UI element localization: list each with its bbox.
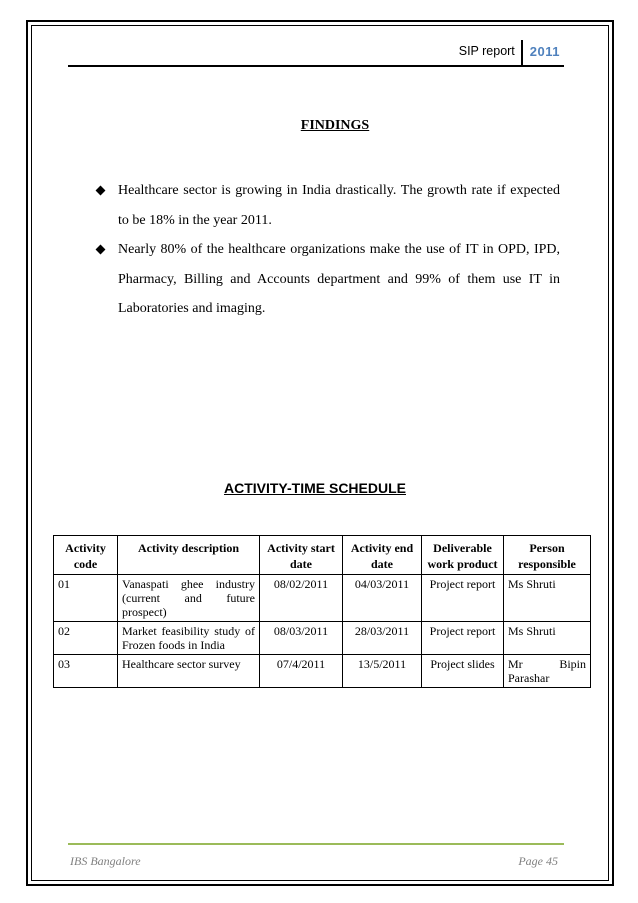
cell-start-date: 07/4/2011 <box>260 655 343 688</box>
cell-description: Healthcare sector survey <box>118 655 260 688</box>
cell-person: Ms Shruti <box>504 575 591 622</box>
table-row <box>54 655 591 688</box>
findings-list <box>90 176 560 324</box>
cell-deliverable: Project report <box>422 575 504 622</box>
table-row <box>54 575 591 622</box>
cell-deliverable: Project report <box>422 622 504 655</box>
page-border-inner <box>31 25 609 881</box>
findings-heading-text: FINDINGS <box>300 118 370 133</box>
cell-start-date: 08/03/2011 <box>260 622 343 655</box>
table-header-row <box>54 536 591 575</box>
cell-code: 03 <box>54 655 118 688</box>
cell-description: Market feasibility study of Frozen foods in India <box>118 622 260 655</box>
schedule-table <box>53 535 591 688</box>
bullet-icon <box>96 245 106 255</box>
bullet-icon <box>96 186 106 196</box>
header-year: 2011 <box>529 44 560 59</box>
header-activity-description: Activity description <box>118 536 260 575</box>
cell-end-date: 13/5/2011 <box>343 655 422 688</box>
footer-left-text: IBS Bangalore <box>70 854 141 868</box>
cell-end-date: 28/03/2011 <box>343 622 422 655</box>
header-activity-code: Activity code <box>54 536 118 575</box>
header-end-date: Activity end date <box>343 536 422 575</box>
footer-rule <box>68 843 564 845</box>
page-header <box>459 40 560 65</box>
cell-person: Ms Shruti <box>504 622 591 655</box>
cell-deliverable: Project slides <box>422 655 504 688</box>
header-rule <box>68 65 564 67</box>
header-title: SIP report <box>458 44 515 58</box>
findings-item <box>90 235 560 324</box>
header-person: Person responsible <box>504 536 591 575</box>
schedule-heading-text: ACTIVITY-TIME SCHEDULE <box>223 480 406 496</box>
findings-item <box>90 176 560 235</box>
cell-end-date: 04/03/2011 <box>343 575 422 622</box>
cell-person: Mr Bipin Parashar <box>504 655 591 688</box>
cell-description: Vanaspati ghee industry (current and future prospect) <box>118 575 260 622</box>
findings-item-text: Nearly 80% of the healthcare organizations make the use of IT in OPD, IPD, Pharmacy, Billing and Accounts department and 99% of them use IT in Laboratories and imaging. <box>118 242 560 316</box>
footer-page-number: Page 45 <box>518 854 558 868</box>
cell-code: 02 <box>54 622 118 655</box>
cell-start-date: 08/02/2011 <box>260 575 343 622</box>
header-start-date: Activity start date <box>260 536 343 575</box>
cell-code: 01 <box>54 575 118 622</box>
table-row <box>54 622 591 655</box>
findings-item-text: Healthcare sector is growing in India drastically. The growth rate if expected to be 18% in the year 2011. <box>118 183 560 228</box>
findings-heading <box>0 118 638 134</box>
schedule-heading <box>0 480 638 496</box>
header-deliverable: Deliverable work product <box>422 536 504 575</box>
